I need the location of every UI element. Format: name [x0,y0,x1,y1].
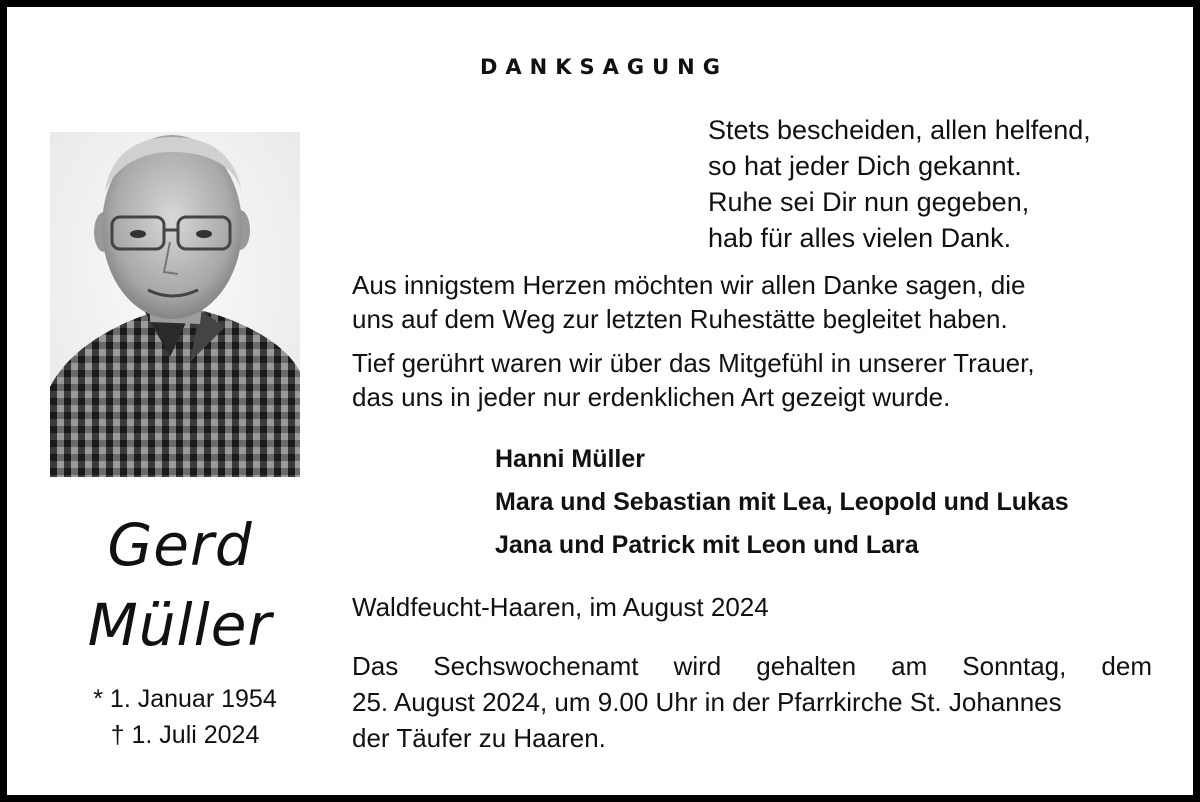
paragraph-line: Tief gerührt waren wir über das Mitgefühl in unserer Trauer, [352,348,1035,378]
mass-word: gehalten [756,651,857,681]
mass-word: Sechswochenamt [433,651,639,681]
mass-word: Sonntag, [962,651,1067,681]
deceased-photo [50,132,300,477]
mass-word: am [891,651,928,681]
deceased-last-name: Müller [87,591,273,659]
death-date: † 1. Juli 2024 [110,721,260,749]
paragraph-line: Aus innigstem Herzen möchten wir allen Danke sagen, die [352,270,1026,300]
family-member-line: Jana und Patrick mit Leon und Lara [495,531,919,559]
poem-line: Ruhe sei Dir nun gegeben, [708,187,1030,217]
mass-line-2: 25. August 2024, um 9.00 Uhr in der Pfarrkirche St. Johannes [352,687,1062,717]
poem-line: so hat jeder Dich gekannt. [708,151,1022,181]
sympathy-paragraph [352,346,1152,414]
family-member-line: Mara und Sebastian mit Lea, Leopold und Lukas [495,488,1069,516]
notice-title: DANKSAGUNG [479,55,728,79]
deceased-first-name: Gerd [107,511,253,579]
paragraph-line: uns auf dem Weg zur letzten Ruhestätte begleitet haben. [352,304,1008,334]
portrait-photo-icon [50,132,300,477]
family-signatures [495,438,1069,567]
place-date: Waldfeucht-Haaren, im August 2024 [352,592,769,622]
mass-word: Das [352,651,399,681]
mass-line-3: der Täufer zu Haaren. [352,723,606,753]
family-member-line: Hanni Müller [495,445,646,473]
memorial-mass-info [352,648,1152,756]
paragraph-line: das uns in jeder nur erdenklichen Art gezeigt wurde. [352,382,951,412]
birth-date: * 1. Januar 1954 [93,685,277,713]
poem-line: Stets bescheiden, allen helfend, [708,115,1091,145]
mass-word: dem [1101,651,1152,681]
poem-verse [708,112,1091,256]
thanks-paragraph [352,268,1152,336]
mass-line-1 [352,648,1152,684]
poem-line: hab für alles vielen Dank. [708,223,1012,253]
mass-word: wird [673,651,722,681]
